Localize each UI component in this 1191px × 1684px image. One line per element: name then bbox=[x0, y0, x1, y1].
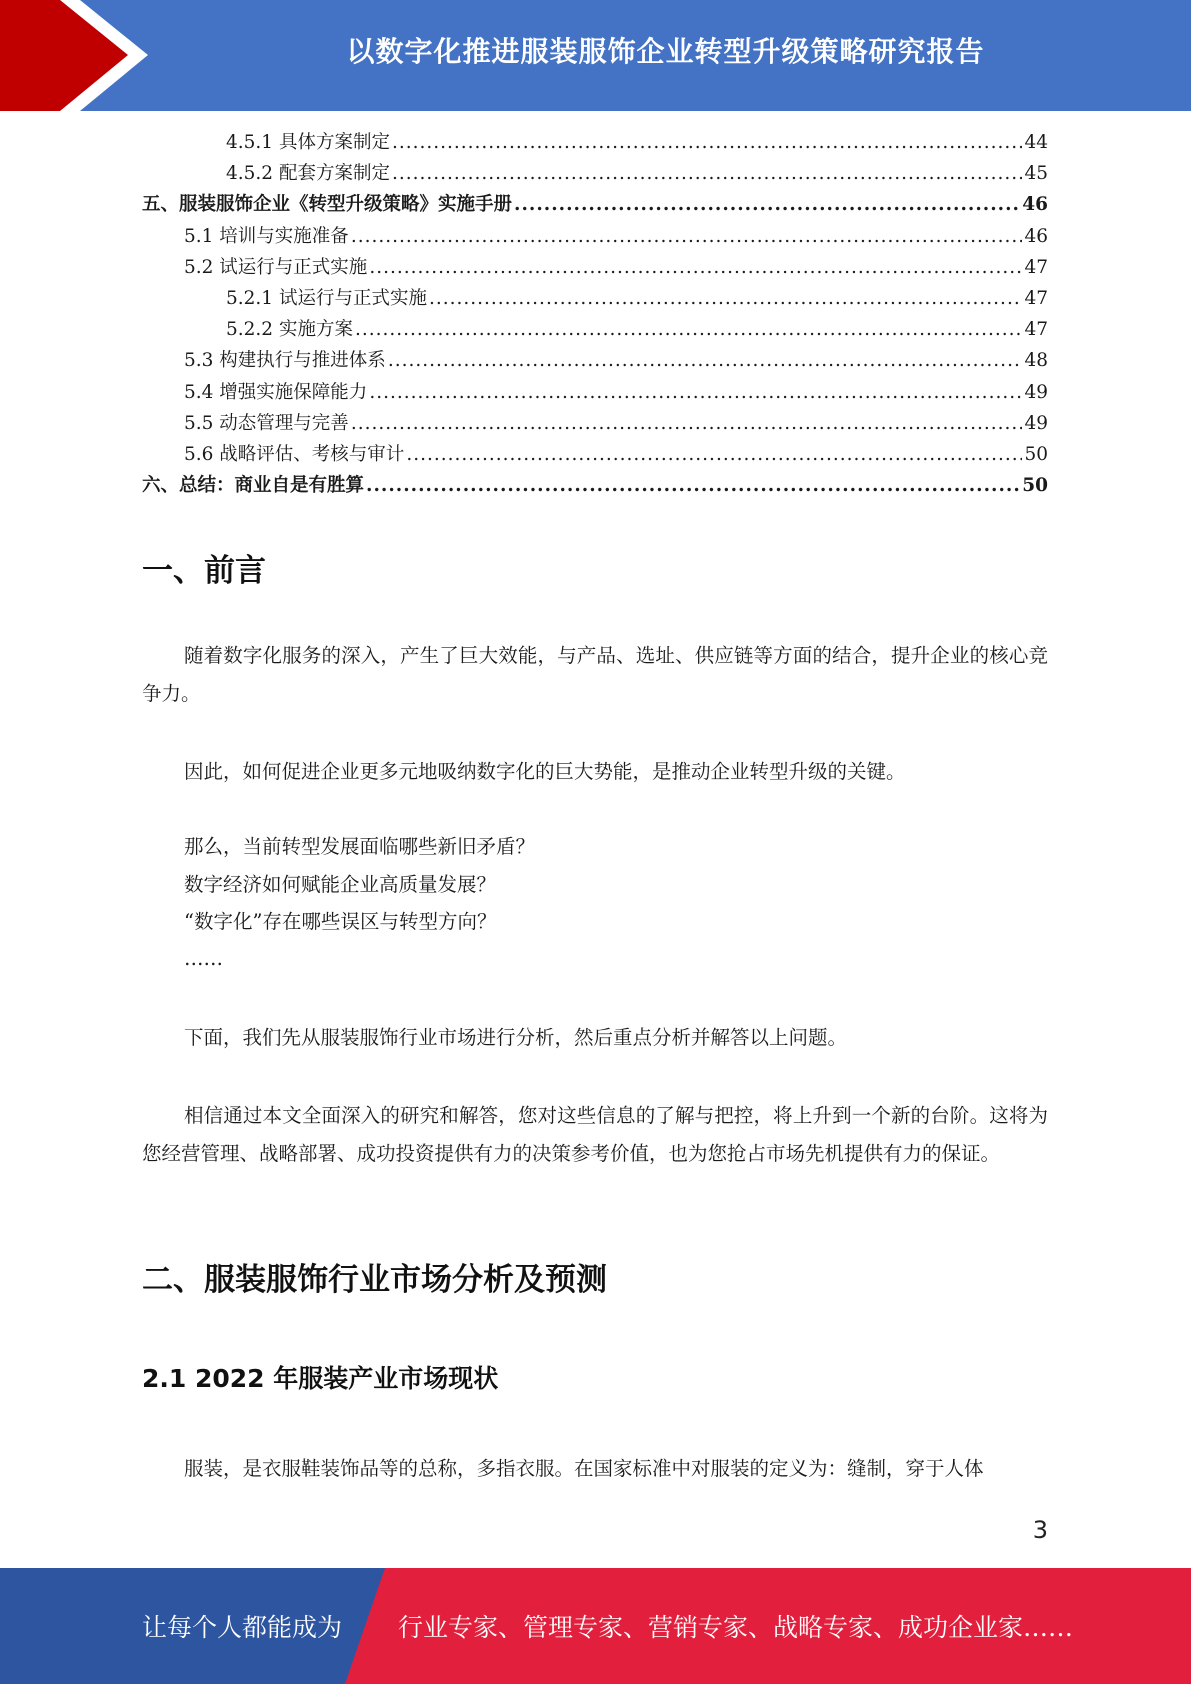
toc-dot-leader bbox=[392, 127, 1022, 158]
page-number: 3 bbox=[1032, 1516, 1048, 1544]
footer-slogan-right: 行业专家、管理专家、营销专家、战略专家、成功企业家…… bbox=[398, 1613, 1074, 1642]
paragraph: 服装，是衣服鞋装饰品等的总称，多指衣服。在国家标准中对服装的定义为：缝制，穿于人体 bbox=[184, 1457, 984, 1480]
toc-entry[interactable] bbox=[142, 158, 1048, 189]
paragraph: 因此，如何促进企业更多元地吸纳数字化的巨大势能，是推动企业转型升级的关键。 bbox=[184, 760, 906, 783]
toc-entry-label: 5.5 动态管理与完善 bbox=[184, 412, 349, 434]
toc-entry-page: 47 bbox=[1024, 256, 1048, 278]
paragraph: 随着数字化服务的深入，产生了巨大效能，与产品、选址、供应链等方面的结合，提升企业的核心竞争力。 bbox=[142, 644, 1048, 705]
footer-slogan-left: 让每个人都能成为 bbox=[142, 1613, 343, 1642]
toc-entry-label: 六、总结：商业自是有胜算 bbox=[142, 475, 365, 497]
toc-entry[interactable] bbox=[142, 221, 1048, 252]
question-line: 数字经济如何赋能企业高质量发展？ bbox=[184, 873, 497, 896]
question-line: 那么，当前转型发展面临哪些新旧矛盾？ bbox=[184, 835, 536, 858]
toc-dot-leader bbox=[406, 439, 1022, 470]
toc-entry-label: 5.2.2 实施方案 bbox=[226, 319, 353, 341]
toc-dot-leader bbox=[369, 377, 1022, 408]
toc-dot-leader bbox=[369, 252, 1022, 283]
ellipsis-line: …… bbox=[184, 947, 223, 970]
toc-dot-leader bbox=[351, 221, 1023, 252]
toc-entry-page: 48 bbox=[1024, 350, 1048, 372]
toc-entry[interactable] bbox=[142, 127, 1048, 158]
toc-dot-leader bbox=[388, 345, 1023, 376]
toc-dot-leader bbox=[355, 314, 1023, 345]
toc-entry-page: 45 bbox=[1024, 163, 1048, 185]
toc-entry-label: 5.4 增强实施保障能力 bbox=[184, 381, 368, 403]
toc-entry[interactable] bbox=[142, 345, 1048, 376]
toc-entry-page: 46 bbox=[1024, 225, 1048, 247]
toc-entry-page: 46 bbox=[1022, 194, 1048, 216]
toc-dot-leader bbox=[351, 408, 1023, 439]
toc-entry[interactable] bbox=[142, 408, 1048, 439]
subsection-heading: 2.1 2022 年服装产业市场现状 bbox=[142, 1364, 499, 1393]
section-heading-preface: 一、前言 bbox=[142, 553, 266, 589]
report-title: 以数字化推进服装服饰企业转型升级策略研究报告 bbox=[346, 35, 985, 68]
toc-dot-leader bbox=[429, 283, 1022, 314]
toc-entry-page: 49 bbox=[1024, 381, 1048, 403]
toc-entry-label: 5.2 试运行与正式实施 bbox=[184, 256, 368, 278]
toc-entry[interactable] bbox=[142, 470, 1048, 501]
toc-entry-page: 49 bbox=[1024, 412, 1048, 434]
toc-entry-page: 44 bbox=[1024, 132, 1048, 153]
toc-entry[interactable] bbox=[142, 439, 1048, 470]
table-of-contents bbox=[142, 127, 1048, 501]
toc-dot-leader bbox=[514, 189, 1020, 220]
toc-entry-page: 50 bbox=[1024, 443, 1048, 465]
toc-entry[interactable] bbox=[142, 252, 1048, 283]
toc-entry-label: 5.1 培训与实施准备 bbox=[184, 225, 349, 247]
paragraph: 下面，我们先从服装服饰行业市场进行分析，然后重点分析并解答以上问题。 bbox=[184, 1026, 848, 1049]
toc-dot-leader bbox=[366, 470, 1020, 501]
section-heading-market-analysis: 二、服装服饰行业市场分析及预测 bbox=[142, 1262, 607, 1298]
toc-entry-label: 5.2.1 试运行与正式实施 bbox=[226, 287, 427, 309]
toc-entry-page: 47 bbox=[1024, 319, 1048, 341]
toc-entry[interactable] bbox=[142, 314, 1048, 345]
toc-entry-label: 5.6 战略评估、考核与审计 bbox=[184, 443, 405, 465]
toc-entry-label: 4.5.1 具体方案制定 bbox=[226, 132, 390, 153]
paragraph: 相信通过本文全面深入的研究和解答，您对这些信息的了解与把控，将上升到一个新的台阶。这将为您经营管理、战略部署、成功投资提供有力的决策参考价值，也为您抢占市场先机提供有力的保证。 bbox=[142, 1104, 1048, 1165]
question-line: “数字化”存在哪些误区与转型方向？ bbox=[184, 910, 497, 933]
toc-entry-page: 47 bbox=[1024, 287, 1048, 309]
toc-entry[interactable] bbox=[142, 283, 1048, 314]
toc-entry-label: 五、服装服饰企业《转型升级策略》实施手册 bbox=[142, 194, 513, 216]
toc-dot-leader bbox=[392, 158, 1022, 189]
toc-entry-label: 4.5.2 配套方案制定 bbox=[226, 163, 390, 185]
toc-entry[interactable] bbox=[142, 189, 1048, 220]
toc-entry[interactable] bbox=[142, 377, 1048, 408]
toc-entry-page: 50 bbox=[1022, 475, 1048, 497]
toc-entry-label: 5.3 构建执行与推进体系 bbox=[184, 350, 386, 372]
header-banner bbox=[0, 0, 1191, 111]
footer-banner bbox=[0, 1568, 1191, 1684]
